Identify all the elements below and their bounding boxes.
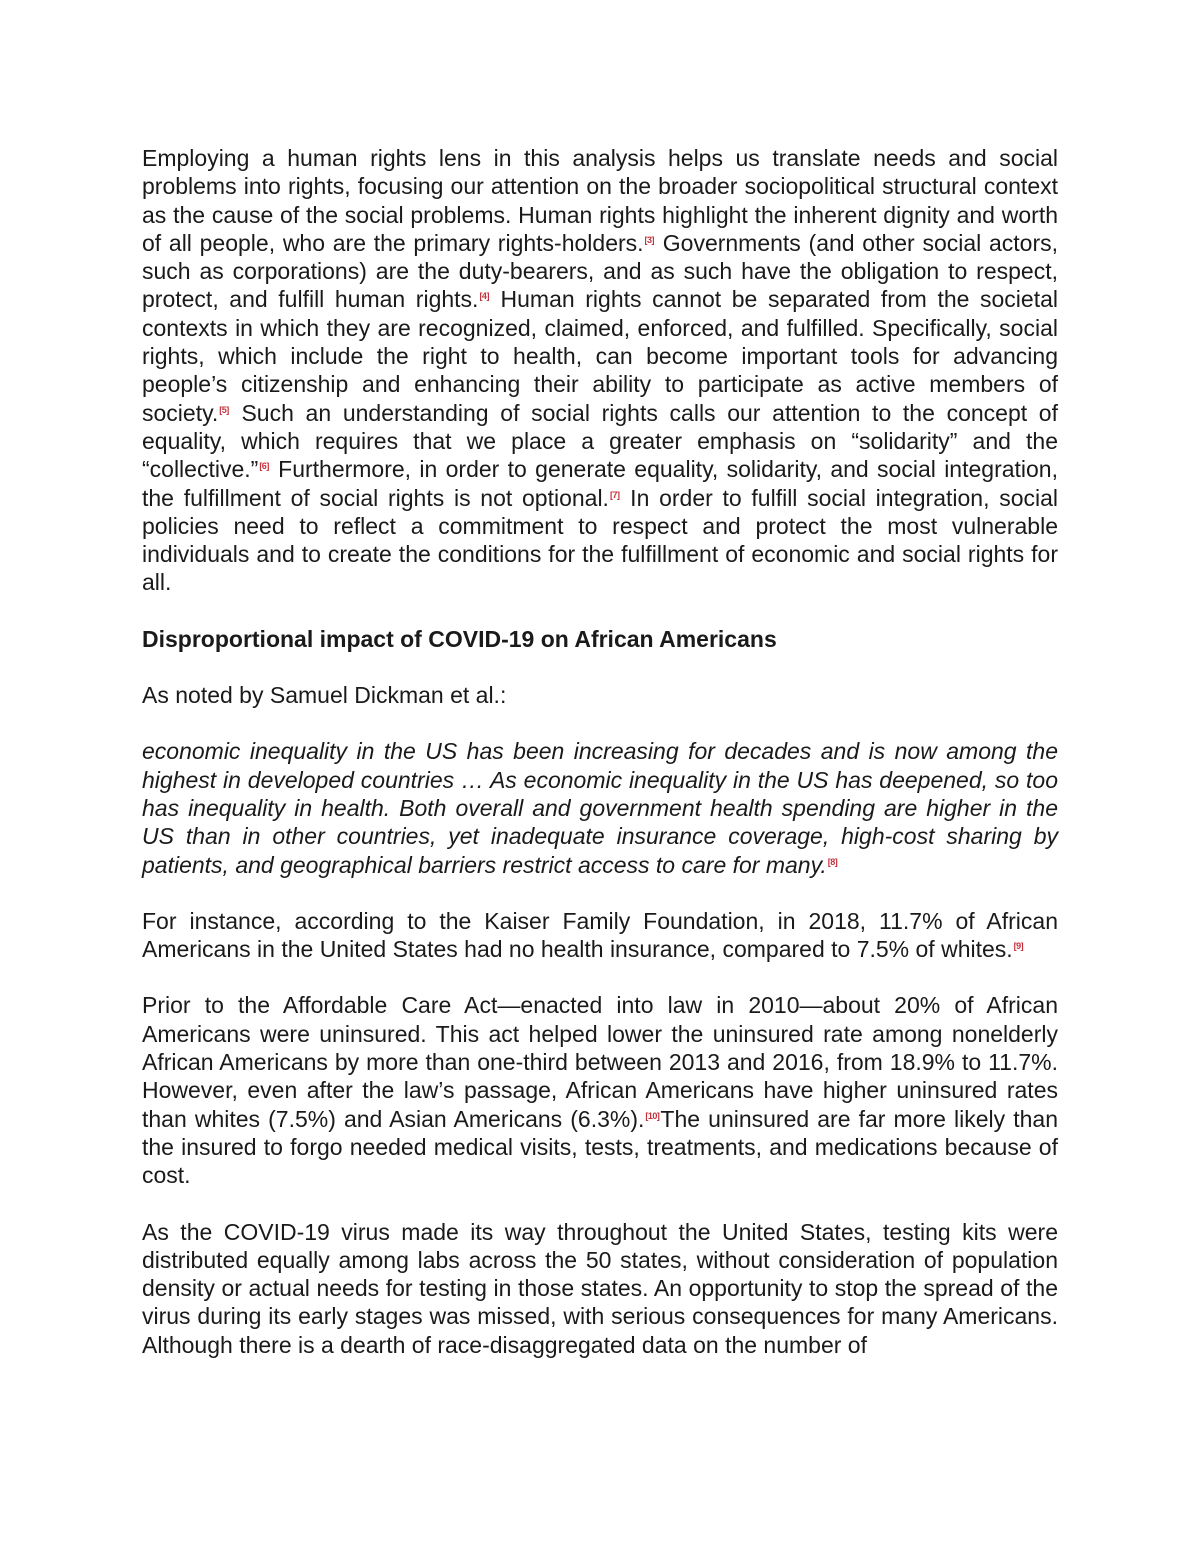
footnote-link-7[interactable]: [7] xyxy=(609,489,620,500)
section-heading: Disproportional impact of COVID-19 on African Americans xyxy=(142,625,777,652)
block-quote xyxy=(142,737,1058,878)
footnote-link-3[interactable]: [3] xyxy=(644,234,655,245)
quote-text: economic inequality in the US has been increasing for decades and is now among the highest in developed countries … As economic inequality in the US has deepened, so too has inequality in health. Both overall and government health spending are higher in the US than in other countries, yet inadequate insurance coverage, high-cost sharing by patients, and geographical barriers restrict access to care for many. xyxy=(142,738,1058,878)
paragraph-text: Governments (and other social actors, such as corporations) are the duty-bearers, and as such have the obligation to respect, protect, and fulfill human rights. xyxy=(142,229,1058,313)
footnote-link-9[interactable]: [9] xyxy=(1013,941,1024,952)
paragraph-kaiser xyxy=(142,907,1058,964)
paragraph-text: For instance, according to the Kaiser Family Foundation, in 2018, 11.7% of African Americans in the United States had no health insurance, compared to 7.5% of whites. xyxy=(142,907,1058,963)
paragraph-text: Human rights cannot be separated from the societal contexts in which they are recognized, claimed, enforced, and fulfilled. Specifically, social rights, which include the right to health, can become important tools for advancing people’s citizenship and enhancing their ability to participate as active members of society. xyxy=(142,286,1058,426)
footnote-link-4[interactable]: [4] xyxy=(479,291,489,302)
paragraph-text: In order to fulfill social integration, social policies need to reflect a commitment to respect and protect the most vulnerable individuals and to create the conditions for the fulfillment of economic and social rights for all. xyxy=(142,484,1058,596)
footnote-link-6[interactable]: [6] xyxy=(259,461,269,472)
paragraph-human-rights-lens xyxy=(142,144,1058,597)
paragraph-affordable-care-act xyxy=(142,991,1058,1189)
footnote-link-10[interactable]: [10] xyxy=(645,1110,660,1121)
footnote-link-8[interactable]: [8] xyxy=(827,856,838,867)
quote-intro: As noted by Samuel Dickman et al.: xyxy=(142,682,507,709)
paragraph-text: Prior to the Affordable Care Act—enacted into law in 2010—about 20% of African Americans were uninsured. This act helped lower the uninsured rate among nonelderly African Americans by more than one-third between 2013 and 2016, from 18.9% to 11.7%. However, even after the law’s passage, African Americans have higher uninsured rates than whites (7.5%) and Asian Americans (6.3%). xyxy=(142,992,1058,1132)
footnote-link-5[interactable]: [5] xyxy=(219,404,229,415)
paragraph-text: Such an understanding of social rights calls our attention to the concept of equality, which requires that we place a greater emphasis on “solidarity” and the “collective.” xyxy=(142,399,1058,483)
document-page xyxy=(142,144,1058,1387)
paragraph-text: Furthermore, in order to generate equality, solidarity, and social integration, the fulfillment of social rights is not optional. xyxy=(142,456,1058,511)
paragraph-text: The uninsured are far more likely than the insured to forgo needed medical visits, tests, treatments, and medications because of cost. xyxy=(142,1105,1058,1189)
paragraph-text: As the COVID-19 virus made its way throughout the United States, testing kits were distributed equally among labs across the 50 states, without consideration of population density or actual needs for testing in those states. An opportunity to stop the spread of the virus during its early stages was missed, with serious consequences for many Americans. Although there is a dearth of race-disaggregated data on the number of xyxy=(142,1218,1058,1358)
paragraph-text: Employing a human rights lens in this analysis helps us translate needs and social problems into rights, focusing our attention on the broader sociopolitical structural context as the cause of the social problems. Human rights highlight the inherent dignity and worth of all people, who are the primary rights-holders. xyxy=(142,145,1058,256)
paragraph-covid-testing xyxy=(142,1218,1058,1359)
